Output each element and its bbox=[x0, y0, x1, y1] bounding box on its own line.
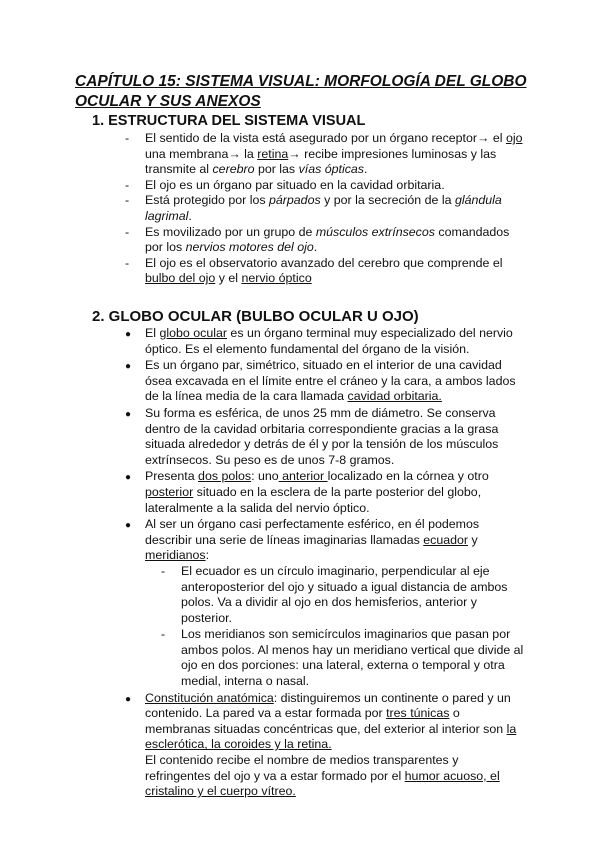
list-item: - Es movilizado por un grupo de músculos extrínsecos comandados por los nervios motores del ojo. bbox=[125, 225, 525, 256]
dash-bullet-icon bbox=[125, 225, 139, 241]
list-item: - El ojo es un órgano par situado en la cavidad orbitaria. bbox=[125, 178, 525, 194]
dash-bullet-icon bbox=[125, 193, 139, 209]
sub-list-item: - Los meridianos son semicírculos imaginarios que pasan por ambos polos. Al menos hay un meridiano vertical que divide al ojo en dos porciones: una lateral, externa o temporal y otra medial, interna o nasal. bbox=[161, 627, 525, 689]
bullet-dot-icon bbox=[125, 326, 139, 343]
section-heading-2: 2. GLOBO OCULAR (BULBO OCULAR U OJO) bbox=[92, 308, 419, 325]
dash-bullet-icon bbox=[125, 131, 139, 147]
list-item: - El ojo es el observatorio avanzado del cerebro que comprende el bulbo del ojo y el nervio óptico bbox=[125, 256, 525, 287]
dash-bullet-icon bbox=[161, 627, 175, 643]
list-item: ● Es un órgano par, simétrico, situado en el interior de una cavidad ósea excavada en el límite entre el cráneo y la cara, a ambos lados de la línea media de la cara llamada cavidad orbitaria. bbox=[125, 358, 525, 405]
sub-list bbox=[145, 564, 525, 690]
list-item: ● Al ser un órgano casi perfectamente esférico, en él podemos describir una serie de líneas imaginarias llamadas ecuador y meridianos: - El ecuador es un círculo imaginario, perpendicular al eje anteroposterior del ojo y situado a igual distancia de ambos polos. Va a dividir al ojo en dos hemisferios, anterior y posterior. - Los meridianos son semicírculos imaginarios que pasan por ambos polos. Al menos hay un meridiano vertical que divide al ojo en dos porciones: una lateral, externa o temporal y otra medial, interna o nasal. bbox=[125, 517, 525, 690]
bullet-dot-icon bbox=[125, 469, 139, 486]
section-heading-1: 1. ESTRUCTURA DEL SISTEMA VISUAL bbox=[92, 113, 366, 129]
section-1-list bbox=[125, 131, 525, 287]
bullet-dot-icon bbox=[125, 406, 139, 423]
chapter-title: CAPÍTULO 15: SISTEMA VISUAL: MORFOLOGÍA DEL GLOBO OCULAR Y SUS ANEXOS bbox=[75, 73, 527, 110]
sub-list-item: - El ecuador es un círculo imaginario, perpendicular al eje anteroposterior del ojo y situado a igual distancia de ambos polos. Va a dividir al ojo en dos hemisferios, anterior y posterior. bbox=[161, 564, 525, 626]
list-item: ● Constitución anatómica: distinguiremos un continente o pared y un contenido. La pared va a estar formada por tres túnicas o membranas situadas concéntricas que, del exterior al interior son la esclerótica, la coroides y la retina. El contenido recibe el nombre de medios transparentes y refringentes del ojo y va a estar formado por el humor acuoso, el cristalino y el cuerpo vítreo. bbox=[125, 691, 525, 800]
list-item: - Está protegido por los párpados y por la secreción de la glándula lagrimal. bbox=[125, 193, 525, 224]
dash-bullet-icon bbox=[161, 564, 175, 580]
bullet-dot-icon bbox=[125, 691, 139, 708]
dash-bullet-icon bbox=[125, 178, 139, 194]
bullet-dot-icon bbox=[125, 517, 139, 534]
section-2-list bbox=[125, 326, 525, 801]
dash-bullet-icon bbox=[125, 256, 139, 272]
list-item: ● El globo ocular es un órgano terminal muy especializado del nervio óptico. Es el elemento fundamental del órgano de la visión. bbox=[125, 326, 525, 357]
list-item: ● Presenta dos polos: uno anterior localizado en la córnea y otro posterior situado en la esclera de la parte posterior del globo, lateralmente a la salida del nervio óptico. bbox=[125, 469, 525, 516]
list-item: ● Su forma es esférica, de unos 25 mm de diámetro. Se conserva dentro de la cavidad orbitaria correspondiente gracias a la grasa situada alrededor y detrás de él y por la tensión de los músculos extrínsecos. Su peso es de unos 7-8 gramos. bbox=[125, 406, 525, 468]
bullet-dot-icon bbox=[125, 358, 139, 375]
list-item: - El sentido de la vista está asegurado por un órgano receptor→ el ojo una membrana→ la retina→ recibe impresiones luminosas y las transmite al cerebro por las vías ópticas. bbox=[125, 131, 525, 178]
